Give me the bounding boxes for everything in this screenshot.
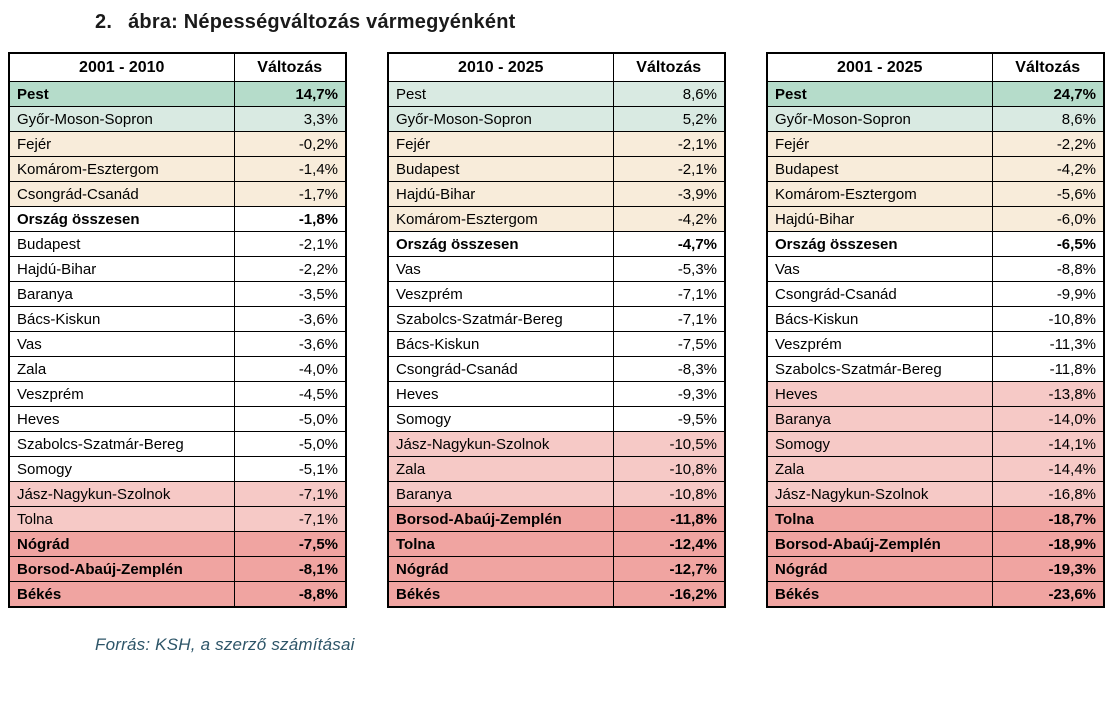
table-row: [767, 282, 1104, 307]
change-value-cell: -12,7%: [613, 557, 725, 582]
table-row: [9, 307, 346, 332]
county-name-cell: Fejér: [388, 132, 613, 157]
county-name-cell: Borsod-Abaúj-Zemplén: [388, 507, 613, 532]
table-row: [388, 157, 725, 182]
change-value-cell: -2,1%: [234, 232, 346, 257]
table-row: [388, 407, 725, 432]
table-row: [767, 232, 1104, 257]
table-body: [9, 82, 346, 608]
change-value-cell: -3,9%: [613, 182, 725, 207]
county-name-cell: Ország összesen: [9, 207, 234, 232]
change-header: Változás: [613, 53, 725, 82]
change-value-cell: -11,8%: [613, 507, 725, 532]
period-header: 2010 - 2025: [388, 53, 613, 82]
table-row: [9, 132, 346, 157]
county-name-cell: Békés: [388, 582, 613, 608]
change-value-cell: -10,8%: [613, 457, 725, 482]
table-row: [388, 332, 725, 357]
table-row: [767, 132, 1104, 157]
table-row: [767, 307, 1104, 332]
change-value-cell: -10,8%: [613, 482, 725, 507]
county-name-cell: Szabolcs-Szatmár-Bereg: [388, 307, 613, 332]
county-name-cell: Zala: [767, 457, 992, 482]
table-row: [9, 357, 346, 382]
table-row: [388, 582, 725, 608]
county-name-cell: Jász-Nagykun-Szolnok: [767, 482, 992, 507]
county-name-cell: Bács-Kiskun: [767, 307, 992, 332]
county-name-cell: Vas: [9, 332, 234, 357]
change-value-cell: -4,0%: [234, 357, 346, 382]
change-value-cell: -14,0%: [992, 407, 1104, 432]
table-row: [767, 557, 1104, 582]
county-name-cell: Veszprém: [9, 382, 234, 407]
table-row: [388, 82, 725, 107]
table-row: [9, 207, 346, 232]
table-row: [767, 107, 1104, 132]
change-value-cell: -8,1%: [234, 557, 346, 582]
change-value-cell: -1,8%: [234, 207, 346, 232]
header-row: [767, 53, 1104, 82]
county-name-cell: Bács-Kiskun: [388, 332, 613, 357]
change-value-cell: -1,7%: [234, 182, 346, 207]
county-name-cell: Somogy: [767, 432, 992, 457]
figure-title-text: ábra: Népességváltozás vármegyénként: [128, 11, 516, 33]
county-name-cell: Ország összesen: [767, 232, 992, 257]
change-value-cell: -3,6%: [234, 332, 346, 357]
county-name-cell: Tolna: [388, 532, 613, 557]
county-name-cell: Komárom-Esztergom: [388, 207, 613, 232]
table-row: [9, 257, 346, 282]
change-value-cell: -7,1%: [613, 282, 725, 307]
table-row: [9, 482, 346, 507]
table-header: [9, 53, 346, 82]
change-value-cell: -1,4%: [234, 157, 346, 182]
county-name-cell: Nógrád: [9, 532, 234, 557]
table-row: [388, 557, 725, 582]
table-body: [388, 82, 725, 608]
table-header: [767, 53, 1104, 82]
table-row: [9, 582, 346, 608]
table-row: [9, 157, 346, 182]
table-row: [388, 507, 725, 532]
table-body: [767, 82, 1104, 608]
table-2001-2025: [766, 52, 1105, 608]
change-value-cell: 14,7%: [234, 82, 346, 107]
period-header: 2001 - 2010: [9, 53, 234, 82]
table-row: [388, 357, 725, 382]
county-name-cell: Baranya: [767, 407, 992, 432]
table-row: [9, 507, 346, 532]
table-row: [767, 482, 1104, 507]
change-value-cell: -10,8%: [992, 307, 1104, 332]
table-row: [9, 407, 346, 432]
tables-row: [0, 34, 1105, 608]
change-value-cell: -8,3%: [613, 357, 725, 382]
county-name-cell: Győr-Moson-Sopron: [767, 107, 992, 132]
change-value-cell: 24,7%: [992, 82, 1104, 107]
table-row: [388, 107, 725, 132]
change-value-cell: -16,8%: [992, 482, 1104, 507]
county-name-cell: Csongrád-Csanád: [767, 282, 992, 307]
county-name-cell: Zala: [388, 457, 613, 482]
change-value-cell: -4,5%: [234, 382, 346, 407]
county-name-cell: Komárom-Esztergom: [9, 157, 234, 182]
table-row: [388, 482, 725, 507]
county-name-cell: Jász-Nagykun-Szolnok: [388, 432, 613, 457]
table-2010-2025: [387, 52, 726, 608]
table-row: [9, 432, 346, 457]
table-row: [388, 132, 725, 157]
table-row: [767, 207, 1104, 232]
change-value-cell: -2,2%: [234, 257, 346, 282]
source-note: Forrás: KSH, a szerző számításai: [95, 635, 355, 654]
county-name-cell: Pest: [767, 82, 992, 107]
county-name-cell: Somogy: [388, 407, 613, 432]
change-value-cell: 8,6%: [992, 107, 1104, 132]
county-name-cell: Baranya: [9, 282, 234, 307]
table-row: [767, 582, 1104, 608]
county-name-cell: Budapest: [9, 232, 234, 257]
table-row: [388, 532, 725, 557]
county-name-cell: Hajdú-Bihar: [767, 207, 992, 232]
county-name-cell: Békés: [767, 582, 992, 608]
change-value-cell: -4,7%: [613, 232, 725, 257]
county-name-cell: Szabolcs-Szatmár-Bereg: [9, 432, 234, 457]
table-row: [767, 432, 1104, 457]
table-row: [767, 82, 1104, 107]
change-value-cell: -5,6%: [992, 182, 1104, 207]
county-name-cell: Bács-Kiskun: [9, 307, 234, 332]
county-name-cell: Vas: [767, 257, 992, 282]
county-name-cell: Tolna: [9, 507, 234, 532]
change-value-cell: -8,8%: [992, 257, 1104, 282]
table-row: [767, 407, 1104, 432]
change-value-cell: -8,8%: [234, 582, 346, 608]
table-row: [9, 532, 346, 557]
change-value-cell: -23,6%: [992, 582, 1104, 608]
table-header: [388, 53, 725, 82]
table-2001-2010: [8, 52, 347, 608]
county-name-cell: Borsod-Abaúj-Zemplén: [767, 532, 992, 557]
table-row: [9, 232, 346, 257]
table-row: [9, 282, 346, 307]
county-name-cell: Győr-Moson-Sopron: [9, 107, 234, 132]
table-row: [9, 557, 346, 582]
county-name-cell: Fejér: [767, 132, 992, 157]
table-row: [767, 457, 1104, 482]
change-value-cell: -10,5%: [613, 432, 725, 457]
county-name-cell: Budapest: [767, 157, 992, 182]
change-value-cell: -11,8%: [992, 357, 1104, 382]
table-row: [9, 107, 346, 132]
table-row: [388, 232, 725, 257]
county-name-cell: Szabolcs-Szatmár-Bereg: [767, 357, 992, 382]
table-row: [388, 207, 725, 232]
change-value-cell: -14,1%: [992, 432, 1104, 457]
change-value-cell: -9,5%: [613, 407, 725, 432]
table-row: [388, 457, 725, 482]
change-value-cell: -18,9%: [992, 532, 1104, 557]
county-name-cell: Pest: [388, 82, 613, 107]
table-row: [767, 157, 1104, 182]
table-row: [388, 432, 725, 457]
period-header: 2001 - 2025: [767, 53, 992, 82]
county-name-cell: Borsod-Abaúj-Zemplén: [9, 557, 234, 582]
county-name-cell: Pest: [9, 82, 234, 107]
table-row: [9, 332, 346, 357]
change-value-cell: -0,2%: [234, 132, 346, 157]
table-row: [767, 257, 1104, 282]
change-value-cell: -4,2%: [992, 157, 1104, 182]
county-name-cell: Hajdú-Bihar: [9, 257, 234, 282]
county-name-cell: Heves: [388, 382, 613, 407]
figure-title: [0, 0, 1105, 34]
table-row: [767, 507, 1104, 532]
county-name-cell: Ország összesen: [388, 232, 613, 257]
table-row: [767, 532, 1104, 557]
county-name-cell: Csongrád-Csanád: [9, 182, 234, 207]
table-row: [9, 382, 346, 407]
change-value-cell: -5,0%: [234, 432, 346, 457]
county-name-cell: Vas: [388, 257, 613, 282]
change-value-cell: -5,3%: [613, 257, 725, 282]
change-value-cell: -16,2%: [613, 582, 725, 608]
change-value-cell: -13,8%: [992, 382, 1104, 407]
change-value-cell: -9,3%: [613, 382, 725, 407]
county-name-cell: Budapest: [388, 157, 613, 182]
county-name-cell: Heves: [9, 407, 234, 432]
table-row: [767, 357, 1104, 382]
change-value-cell: -6,0%: [992, 207, 1104, 232]
change-value-cell: -7,1%: [234, 482, 346, 507]
change-value-cell: -3,6%: [234, 307, 346, 332]
change-value-cell: -7,5%: [234, 532, 346, 557]
county-name-cell: Veszprém: [767, 332, 992, 357]
county-name-cell: Jász-Nagykun-Szolnok: [9, 482, 234, 507]
change-value-cell: 8,6%: [613, 82, 725, 107]
change-value-cell: -14,4%: [992, 457, 1104, 482]
table-row: [767, 382, 1104, 407]
change-value-cell: -9,9%: [992, 282, 1104, 307]
change-value-cell: -3,5%: [234, 282, 346, 307]
county-name-cell: Győr-Moson-Sopron: [388, 107, 613, 132]
change-value-cell: -7,1%: [234, 507, 346, 532]
table-row: [388, 307, 725, 332]
change-value-cell: -4,2%: [613, 207, 725, 232]
county-name-cell: Csongrád-Csanád: [388, 357, 613, 382]
county-name-cell: Nógrád: [388, 557, 613, 582]
table-row: [9, 457, 346, 482]
change-value-cell: -19,3%: [992, 557, 1104, 582]
county-name-cell: Veszprém: [388, 282, 613, 307]
county-name-cell: Tolna: [767, 507, 992, 532]
county-name-cell: Somogy: [9, 457, 234, 482]
change-value-cell: 3,3%: [234, 107, 346, 132]
county-name-cell: Békés: [9, 582, 234, 608]
table-row: [767, 182, 1104, 207]
change-value-cell: -7,5%: [613, 332, 725, 357]
change-value-cell: -7,1%: [613, 307, 725, 332]
change-value-cell: -18,7%: [992, 507, 1104, 532]
county-name-cell: Fejér: [9, 132, 234, 157]
table-row: [767, 332, 1104, 357]
change-header: Változás: [234, 53, 346, 82]
county-name-cell: Zala: [9, 357, 234, 382]
county-name-cell: Nógrád: [767, 557, 992, 582]
change-value-cell: -5,0%: [234, 407, 346, 432]
change-value-cell: -2,1%: [613, 157, 725, 182]
change-value-cell: -11,3%: [992, 332, 1104, 357]
table-row: [9, 182, 346, 207]
county-name-cell: Hajdú-Bihar: [388, 182, 613, 207]
change-value-cell: -12,4%: [613, 532, 725, 557]
county-name-cell: Heves: [767, 382, 992, 407]
table-row: [388, 257, 725, 282]
table-row: [388, 182, 725, 207]
county-name-cell: Komárom-Esztergom: [767, 182, 992, 207]
change-value-cell: -2,2%: [992, 132, 1104, 157]
table-row: [9, 82, 346, 107]
change-value-cell: -2,1%: [613, 132, 725, 157]
change-header: Változás: [992, 53, 1104, 82]
county-name-cell: Baranya: [388, 482, 613, 507]
table-row: [388, 382, 725, 407]
header-row: [9, 53, 346, 82]
change-value-cell: -5,1%: [234, 457, 346, 482]
table-row: [388, 282, 725, 307]
change-value-cell: -6,5%: [992, 232, 1104, 257]
figure-number: 2.: [95, 11, 113, 33]
change-value-cell: 5,2%: [613, 107, 725, 132]
header-row: [388, 53, 725, 82]
